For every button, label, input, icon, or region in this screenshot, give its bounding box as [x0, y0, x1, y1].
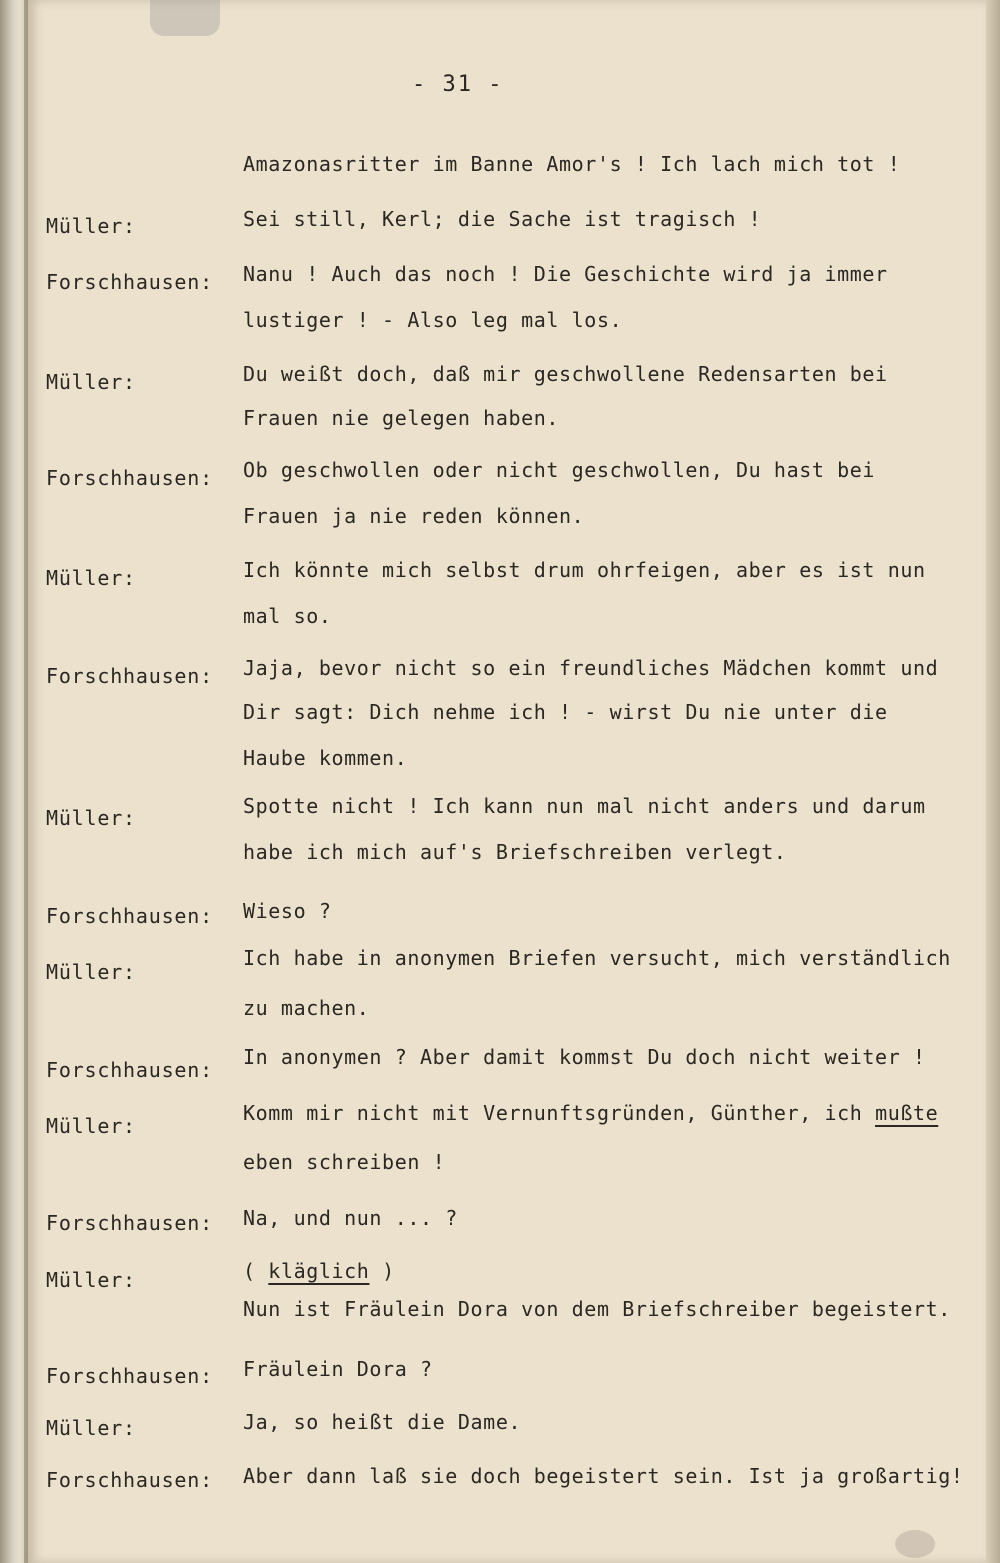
speaker-label: Müller:: [46, 370, 136, 394]
speaker-label: Forschhausen:: [46, 1211, 213, 1235]
speaker-label: Forschhausen:: [46, 904, 213, 928]
dialogue-line: Dir sagt: Dich nehme ich ! - wirst Du nie unter die: [243, 700, 888, 724]
paper-clip-mark: [150, 0, 220, 36]
dialogue-line: Nanu ! Auch das noch ! Die Geschichte wird ja immer: [243, 262, 888, 286]
speaker-label: Forschhausen:: [46, 1058, 213, 1082]
dialogue-line: Spotte nicht ! Ich kann nun mal nicht anders und darum: [243, 794, 926, 818]
speaker-label: Müller:: [46, 1268, 136, 1292]
dialogue-line: Ja, so heißt die Dame.: [243, 1410, 522, 1434]
dialogue-line: Nun ist Fräulein Dora von dem Briefschreiber begeistert.: [243, 1297, 951, 1321]
dialogue-line: Na, und nun ... ?: [243, 1206, 458, 1230]
paren-close: ): [369, 1259, 395, 1283]
dialogue-line: Ob geschwollen oder nicht geschwollen, Du hast bei: [243, 458, 876, 482]
typewritten-page: [28, 0, 986, 1563]
speaker-label: Müller:: [46, 806, 136, 830]
dialogue-line: In anonymen ? Aber damit kommst Du doch nicht weiter !: [243, 1045, 926, 1069]
speaker-label: Forschhausen:: [46, 664, 213, 688]
paren-open: (: [243, 1259, 269, 1283]
dialogue-line: habe ich mich auf's Briefschreiben verlegt.: [243, 840, 787, 864]
speaker-label: Forschhausen:: [46, 1364, 213, 1388]
dialogue-line: Frauen ja nie reden können.: [243, 504, 585, 528]
dialogue-line: Amazonasritter im Banne Amor's ! Ich lach mich tot !: [243, 152, 901, 176]
page-number: - 31 -: [412, 72, 504, 97]
speaker-label: Müller:: [46, 566, 136, 590]
line-text: Komm mir nicht mit Vernunftsgründen, Günther, ich: [243, 1101, 876, 1125]
speaker-label: Forschhausen:: [46, 270, 213, 294]
dialogue-line: Du weißt doch, daß mir geschwollene Redensarten bei: [243, 362, 888, 386]
speaker-label: Müller:: [46, 960, 136, 984]
underlined-word: mußte: [875, 1101, 939, 1125]
speaker-label: Forschhausen:: [46, 466, 213, 490]
dialogue-line: Haube kommen.: [243, 746, 408, 770]
speaker-label: Forschhausen:: [46, 1468, 213, 1492]
dialogue-line: Jaja, bevor nicht so ein freundliches Mädchen kommt und: [243, 656, 939, 680]
hole-mark-bottom: [895, 1530, 935, 1558]
dialogue-line: lustiger ! - Also leg mal los.: [243, 308, 623, 332]
stage-direction: [243, 1259, 395, 1283]
dialogue-line: Ich habe in anonymen Briefen versucht, mich verständlich: [243, 946, 951, 970]
dialogue-line: Fräulein Dora ?: [243, 1357, 433, 1381]
page-edge: [986, 0, 1000, 1563]
dialogue-line: zu machen.: [243, 996, 370, 1020]
speaker-label: Müller:: [46, 1416, 136, 1440]
dialogue-line: mal so.: [243, 604, 332, 628]
dialogue-line: Aber dann laß sie doch begeistert sein. Ist ja großartig!: [243, 1464, 964, 1488]
dialogue-line: Ich könnte mich selbst drum ohrfeigen, aber es ist nun: [243, 558, 926, 582]
dialogue-line: Frauen nie gelegen haben.: [243, 406, 560, 430]
underlined-word: kläglich: [268, 1259, 370, 1283]
dialogue-line: [243, 1101, 938, 1125]
dialogue-line: eben schreiben !: [243, 1150, 446, 1174]
speaker-label: Müller:: [46, 1114, 136, 1138]
speaker-label: Müller:: [46, 214, 136, 238]
dialogue-line: Wieso ?: [243, 899, 332, 923]
dialogue-line: Sei still, Kerl; die Sache ist tragisch !: [243, 207, 762, 231]
